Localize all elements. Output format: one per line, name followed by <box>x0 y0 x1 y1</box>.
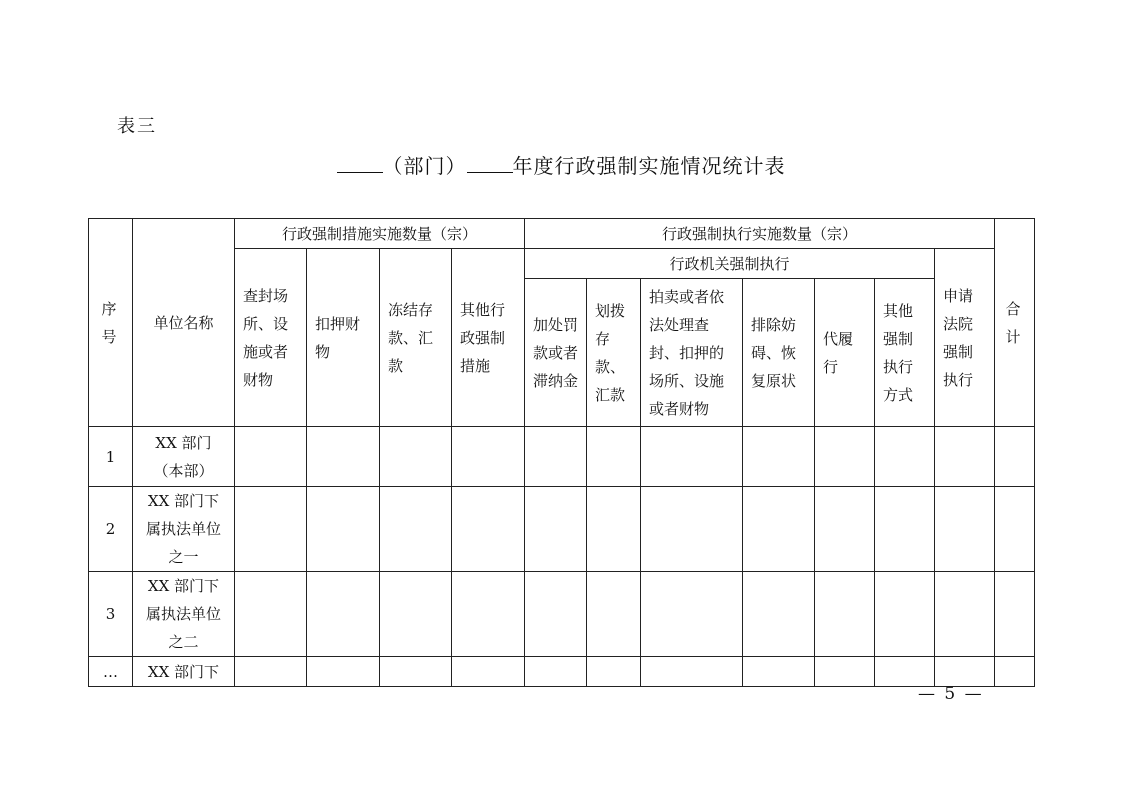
table-row <box>89 487 1035 572</box>
header-measures-group: 行政强制措施实施数量（宗） <box>235 219 525 249</box>
title-blank-year <box>467 154 513 173</box>
table-row <box>89 427 1035 487</box>
header-freeze-deposit: 冻结存款、汇款 <box>380 249 452 427</box>
header-court-exec: 申请法院强制执行 <box>935 249 995 427</box>
page-number: — 5 — <box>918 684 984 704</box>
row-unit: XX 部门下属执法单位之二 <box>133 572 235 657</box>
row-seq: 2 <box>89 487 133 572</box>
header-detain-property: 扣押财物 <box>307 249 380 427</box>
table-row <box>89 572 1035 657</box>
title-blank-dept <box>337 154 383 173</box>
row-unit: XX 部门下 <box>133 657 235 687</box>
row-unit: XX 部门（本部） <box>133 427 235 487</box>
header-seq: 序号 <box>89 219 133 427</box>
row-unit: XX 部门下属执法单位之一 <box>133 487 235 572</box>
header-admin-exec-group: 行政机关强制执行 <box>525 249 935 279</box>
header-exec-group: 行政强制执行实施数量（宗） <box>525 219 995 249</box>
header-transfer-deposit: 划拨存款、汇款 <box>587 279 641 427</box>
document-title <box>0 150 1122 179</box>
header-other-exec: 其他强制执行方式 <box>875 279 935 427</box>
header-other-measures: 其他行政强制措施 <box>452 249 525 427</box>
header-late-fine: 加处罚款或者滞纳金 <box>525 279 587 427</box>
statistics-table <box>88 218 1035 687</box>
table-label: 表三 <box>117 116 157 137</box>
title-dept: （部门） <box>382 154 467 178</box>
table-row <box>89 657 1035 687</box>
header-unit: 单位名称 <box>133 219 235 427</box>
header-auction: 拍卖或者依法处理查封、扣押的场所、设施或者财物 <box>641 279 743 427</box>
header-remove-obstruction: 排除妨碍、恢复原状 <box>743 279 815 427</box>
header-substitute-perform: 代履行 <box>815 279 875 427</box>
row-seq: 1 <box>89 427 133 487</box>
header-total: 合计 <box>995 219 1035 427</box>
header-seal-seize: 查封场所、设施或者财物 <box>235 249 307 427</box>
row-seq: … <box>89 657 133 687</box>
row-seq: 3 <box>89 572 133 657</box>
title-rest: 年度行政强制实施情况统计表 <box>512 154 786 178</box>
